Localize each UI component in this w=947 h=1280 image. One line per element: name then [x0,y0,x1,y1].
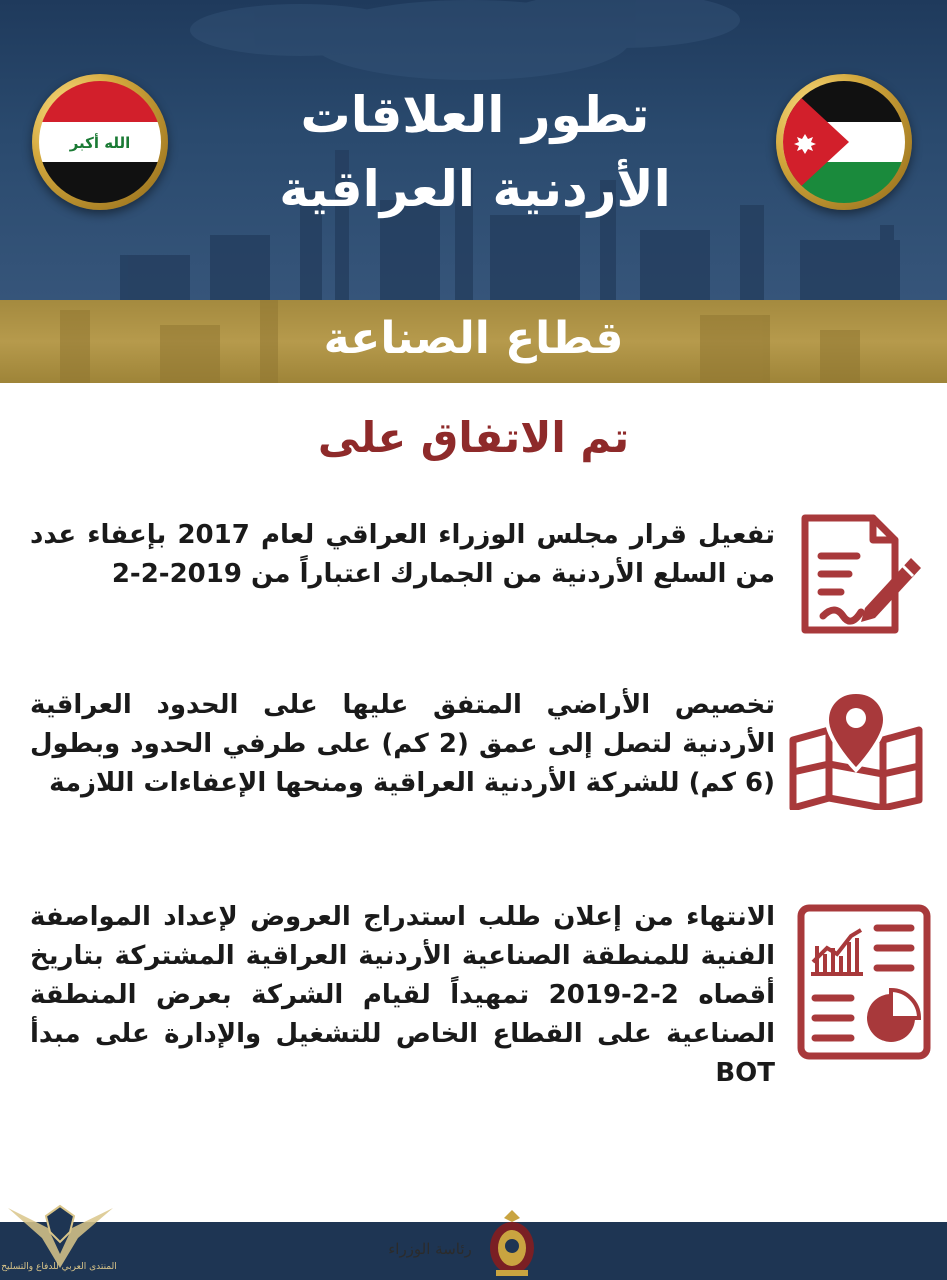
iraq-flag-text: الله أكبر [69,134,131,152]
title-line-1: تطور العلاقات [300,86,650,144]
map-pin-icon [785,688,927,810]
iraq-flag-icon [39,81,161,203]
document-pen-icon [795,512,925,637]
jordan-crest-icon [486,1208,538,1278]
title-line-2: الأردنية العراقية [279,160,671,218]
page-title [180,78,770,226]
agreement-subtitle: تم الاتفاق على [317,413,630,462]
watermark-text: المنتدى العربي للدفاع والتسليح [1,1262,117,1272]
report-chart-icon [795,902,933,1062]
jordan-flag-badge [776,74,912,210]
header-banner [0,0,947,300]
agreement-item-2: تخصيص الأراضي المتفق عليها على الحدود العراقية الأردنية لتصل إلى عمق (2 كم) على طرفي الحدود وبطول (6 كم) للشركة الأردنية العراقية ومنحها الإعفاءات اللازمة [30,690,775,798]
sector-band [0,300,947,383]
agreement-item-3: الانتهاء من إعلان طلب استدراج العروض لإعداد المواصفة الفنية للمنطقة الصناعية الأردنية العراقية المشتركة بتاريخ أقصاه 2-2-2019 تمهيداً لقيام الشركة بعرض المنطقة الصناعية على القطاع الخاص للتشغيل والإدارة على مبدأ BOT [30,902,776,1088]
agreement-item-1: تفعيل قرار مجلس الوزراء العراقي لعام 2017 بإعفاء عدد من السلع الأردنية من الجمارك اعتباراً من 2019-2-2 [30,520,776,589]
jordan-flag-icon [783,81,905,203]
iraq-flag-badge [32,74,168,210]
prime-ministry-logo-text: رئاسة الوزراء [388,1240,472,1258]
sector-title: قطاع الصناعة [323,313,624,364]
